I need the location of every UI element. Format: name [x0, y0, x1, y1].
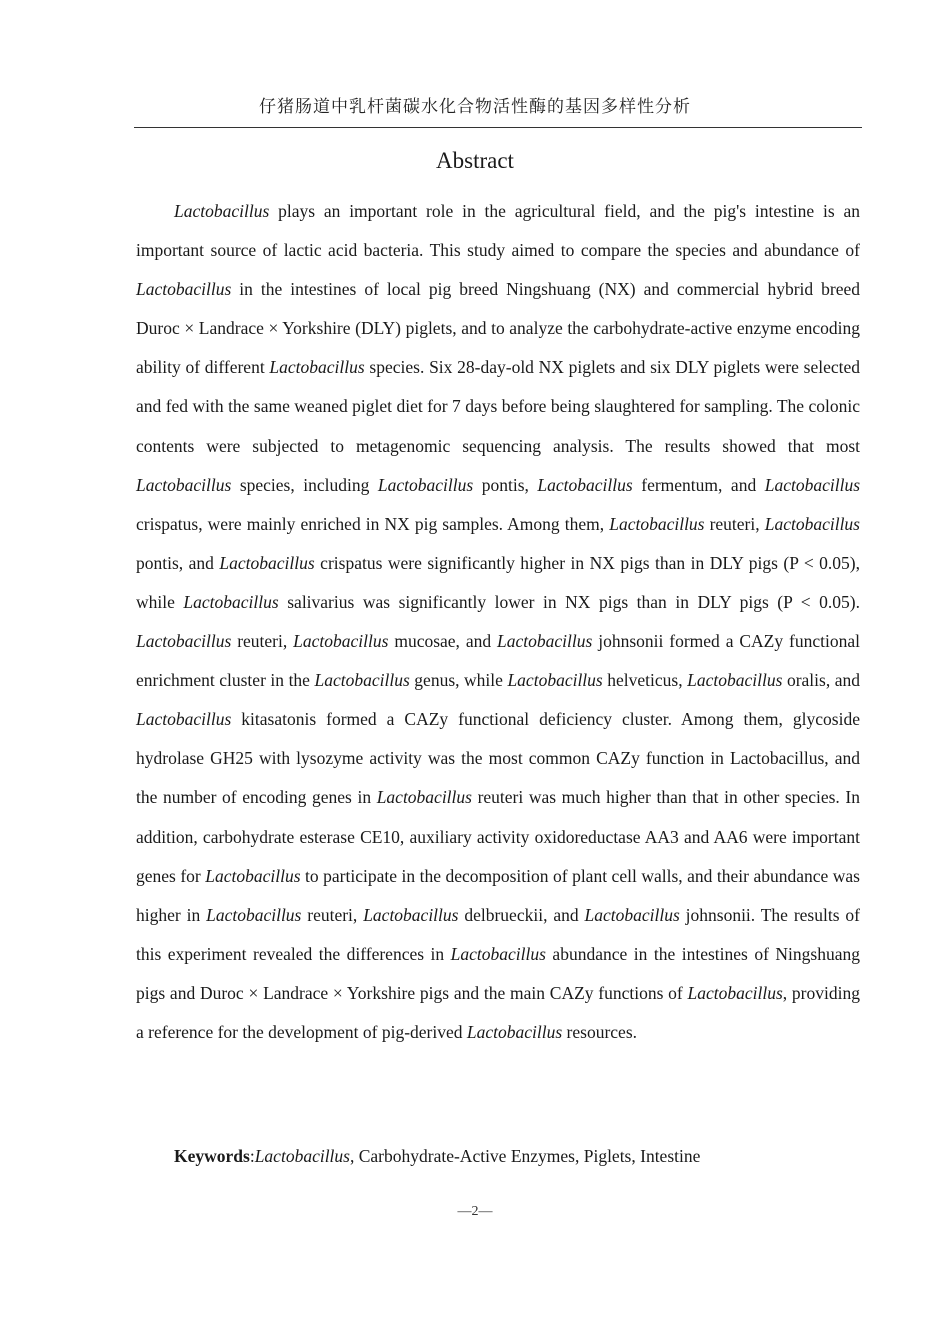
abstract-title: Abstract: [436, 148, 514, 173]
abstract-text-run: pontis, and: [136, 552, 220, 573]
keywords-separator: :: [249, 1146, 255, 1166]
abstract-genus-name: Lactobacillus: [450, 943, 546, 964]
abstract-genus-name: Lactobacillus: [537, 474, 633, 495]
abstract-text-run: fermentum, and: [632, 474, 765, 495]
abstract-text-run: species, including: [231, 474, 378, 495]
abstract-genus-name: Lactobacillus: [136, 709, 232, 730]
abstract-genus-name: Lactobacillus: [174, 201, 270, 221]
abstract-text-run: oralis, and: [782, 670, 860, 691]
abstract-text-run: species. Six 28-day-old NX piglets and six DLY piglets were selected and fed with the same weaned piglet diet for 7 days before being slaughtered for sampling. The colonic contents were subjected to metagenomic sequencing analysis. The results showed that most: [136, 357, 860, 456]
abstract-text-run: resources.: [562, 1021, 637, 1042]
abstract-genus-name: Lactobacillus: [497, 631, 593, 652]
keywords-label: Keywords: [174, 1146, 250, 1166]
abstract-text-run: delbrueckii, and: [458, 904, 585, 925]
abstract-text-run: johnsonii formed a CAZy functional enrichment cluster in the: [136, 631, 860, 691]
keywords-line: [174, 1143, 700, 1169]
page-number: —2—: [457, 1204, 493, 1219]
abstract-text-run: reuteri,: [301, 904, 364, 925]
abstract-genus-name: Lactobacillus: [584, 904, 680, 925]
abstract-genus-name: Lactobacillus: [269, 357, 365, 378]
abstract-text-run: mucosae, and: [388, 631, 498, 652]
abstract-text-run: reuteri,: [704, 513, 765, 534]
abstract-genus-name: Lactobacillus: [764, 513, 860, 534]
abstract-genus-name: Lactobacillus: [314, 670, 410, 691]
abstract-text-run: to participate in the decomposition of plant cell walls, and their abundance was higher in: [136, 865, 860, 925]
keywords-rest: , Carbohydrate-Active Enzymes, Piglets, Intestine: [349, 1146, 701, 1166]
abstract-text-run: johnsonii. The results of this experiment revealed the differences in: [136, 904, 860, 964]
abstract-text-run: salivarius was significantly lower in NX pigs than in DLY pigs (P < 0.05).: [278, 591, 860, 612]
abstract-genus-name: Lactobacillus: [293, 631, 389, 652]
abstract-genus-name: Lactobacillus: [764, 474, 861, 495]
abstract-genus-name: Lactobacillus: [507, 670, 603, 691]
abstract-text-run: in the intestines of local pig breed Ningshuang (NX) and commercial hybrid breed Duroc × Landrace × Yorkshire (DLY) piglets, and to analyze the carbohydrate-active enzyme encoding ability of different: [136, 279, 860, 378]
abstract-text-run: genus, while: [409, 670, 508, 691]
abstract-genus-name: Lactobacillus: [466, 1021, 563, 1042]
abstract-genus-name: Lactobacillus: [136, 631, 232, 652]
keywords-first-term: Lactobacillus: [254, 1146, 350, 1166]
abstract-text-run: abundance in the intestines of Ningshuang pigs and Duroc × Landrace × Yorkshire pigs and the main CAZy functions of: [136, 943, 860, 1003]
abstract-genus-name: Lactobacillus: [205, 865, 301, 886]
running-header: 仔猪肠道中乳杆菌碳水化合物活性酶的基因多样性分析: [259, 97, 691, 117]
abstract-genus-name: Lactobacillus: [136, 474, 232, 495]
abstract-text-run: reuteri was much higher than that in other species. In addition, carbohydrate esterase CE10, auxiliary activity oxidoreductase AA3 and AA6 were important genes for: [136, 787, 860, 886]
abstract-genus-name: Lactobacillus: [376, 787, 472, 808]
abstract-text-run: helveticus,: [602, 670, 688, 691]
abstract-genus-name: Lactobacillus: [609, 513, 705, 534]
abstract-text-run: kitasatonis formed a CAZy functional deficiency cluster. Among them, glycoside hydrolase GH25 with lysozyme activity was the most common CAZy function in Lactobacillus, and the number of encoding genes in: [136, 709, 860, 808]
header-divider: [134, 127, 862, 128]
abstract-text-run: crispatus, were mainly enriched in NX pig samples. Among them,: [136, 513, 610, 534]
abstract-text-run: plays an important role in the agricultural field, and the pig's intestine is an important source of lactic acid bacteria. This study aimed to compare the species and abundance of: [136, 201, 860, 261]
abstract-genus-name: Lactobacillus: [377, 474, 474, 495]
abstract-genus-name: Lactobacillus: [363, 904, 459, 925]
abstract-genus-name: Lactobacillus: [687, 982, 783, 1003]
abstract-text-run: , providing a reference for the development of pig-derived: [136, 982, 860, 1042]
abstract-genus-name: Lactobacillus: [136, 279, 232, 300]
abstract-genus-name: Lactobacillus: [219, 552, 315, 573]
abstract-genus-name: Lactobacillus: [206, 904, 302, 925]
abstract-body: [136, 192, 860, 1052]
abstract-text-run: reuteri,: [231, 631, 294, 652]
abstract-genus-name: Lactobacillus: [183, 591, 279, 612]
abstract-text-run: crispatus were significantly higher in NX pigs than in DLY pigs (P < 0.05), while: [136, 552, 860, 612]
abstract-text-run: pontis,: [473, 474, 538, 495]
abstract-genus-name: Lactobacillus: [687, 670, 783, 691]
